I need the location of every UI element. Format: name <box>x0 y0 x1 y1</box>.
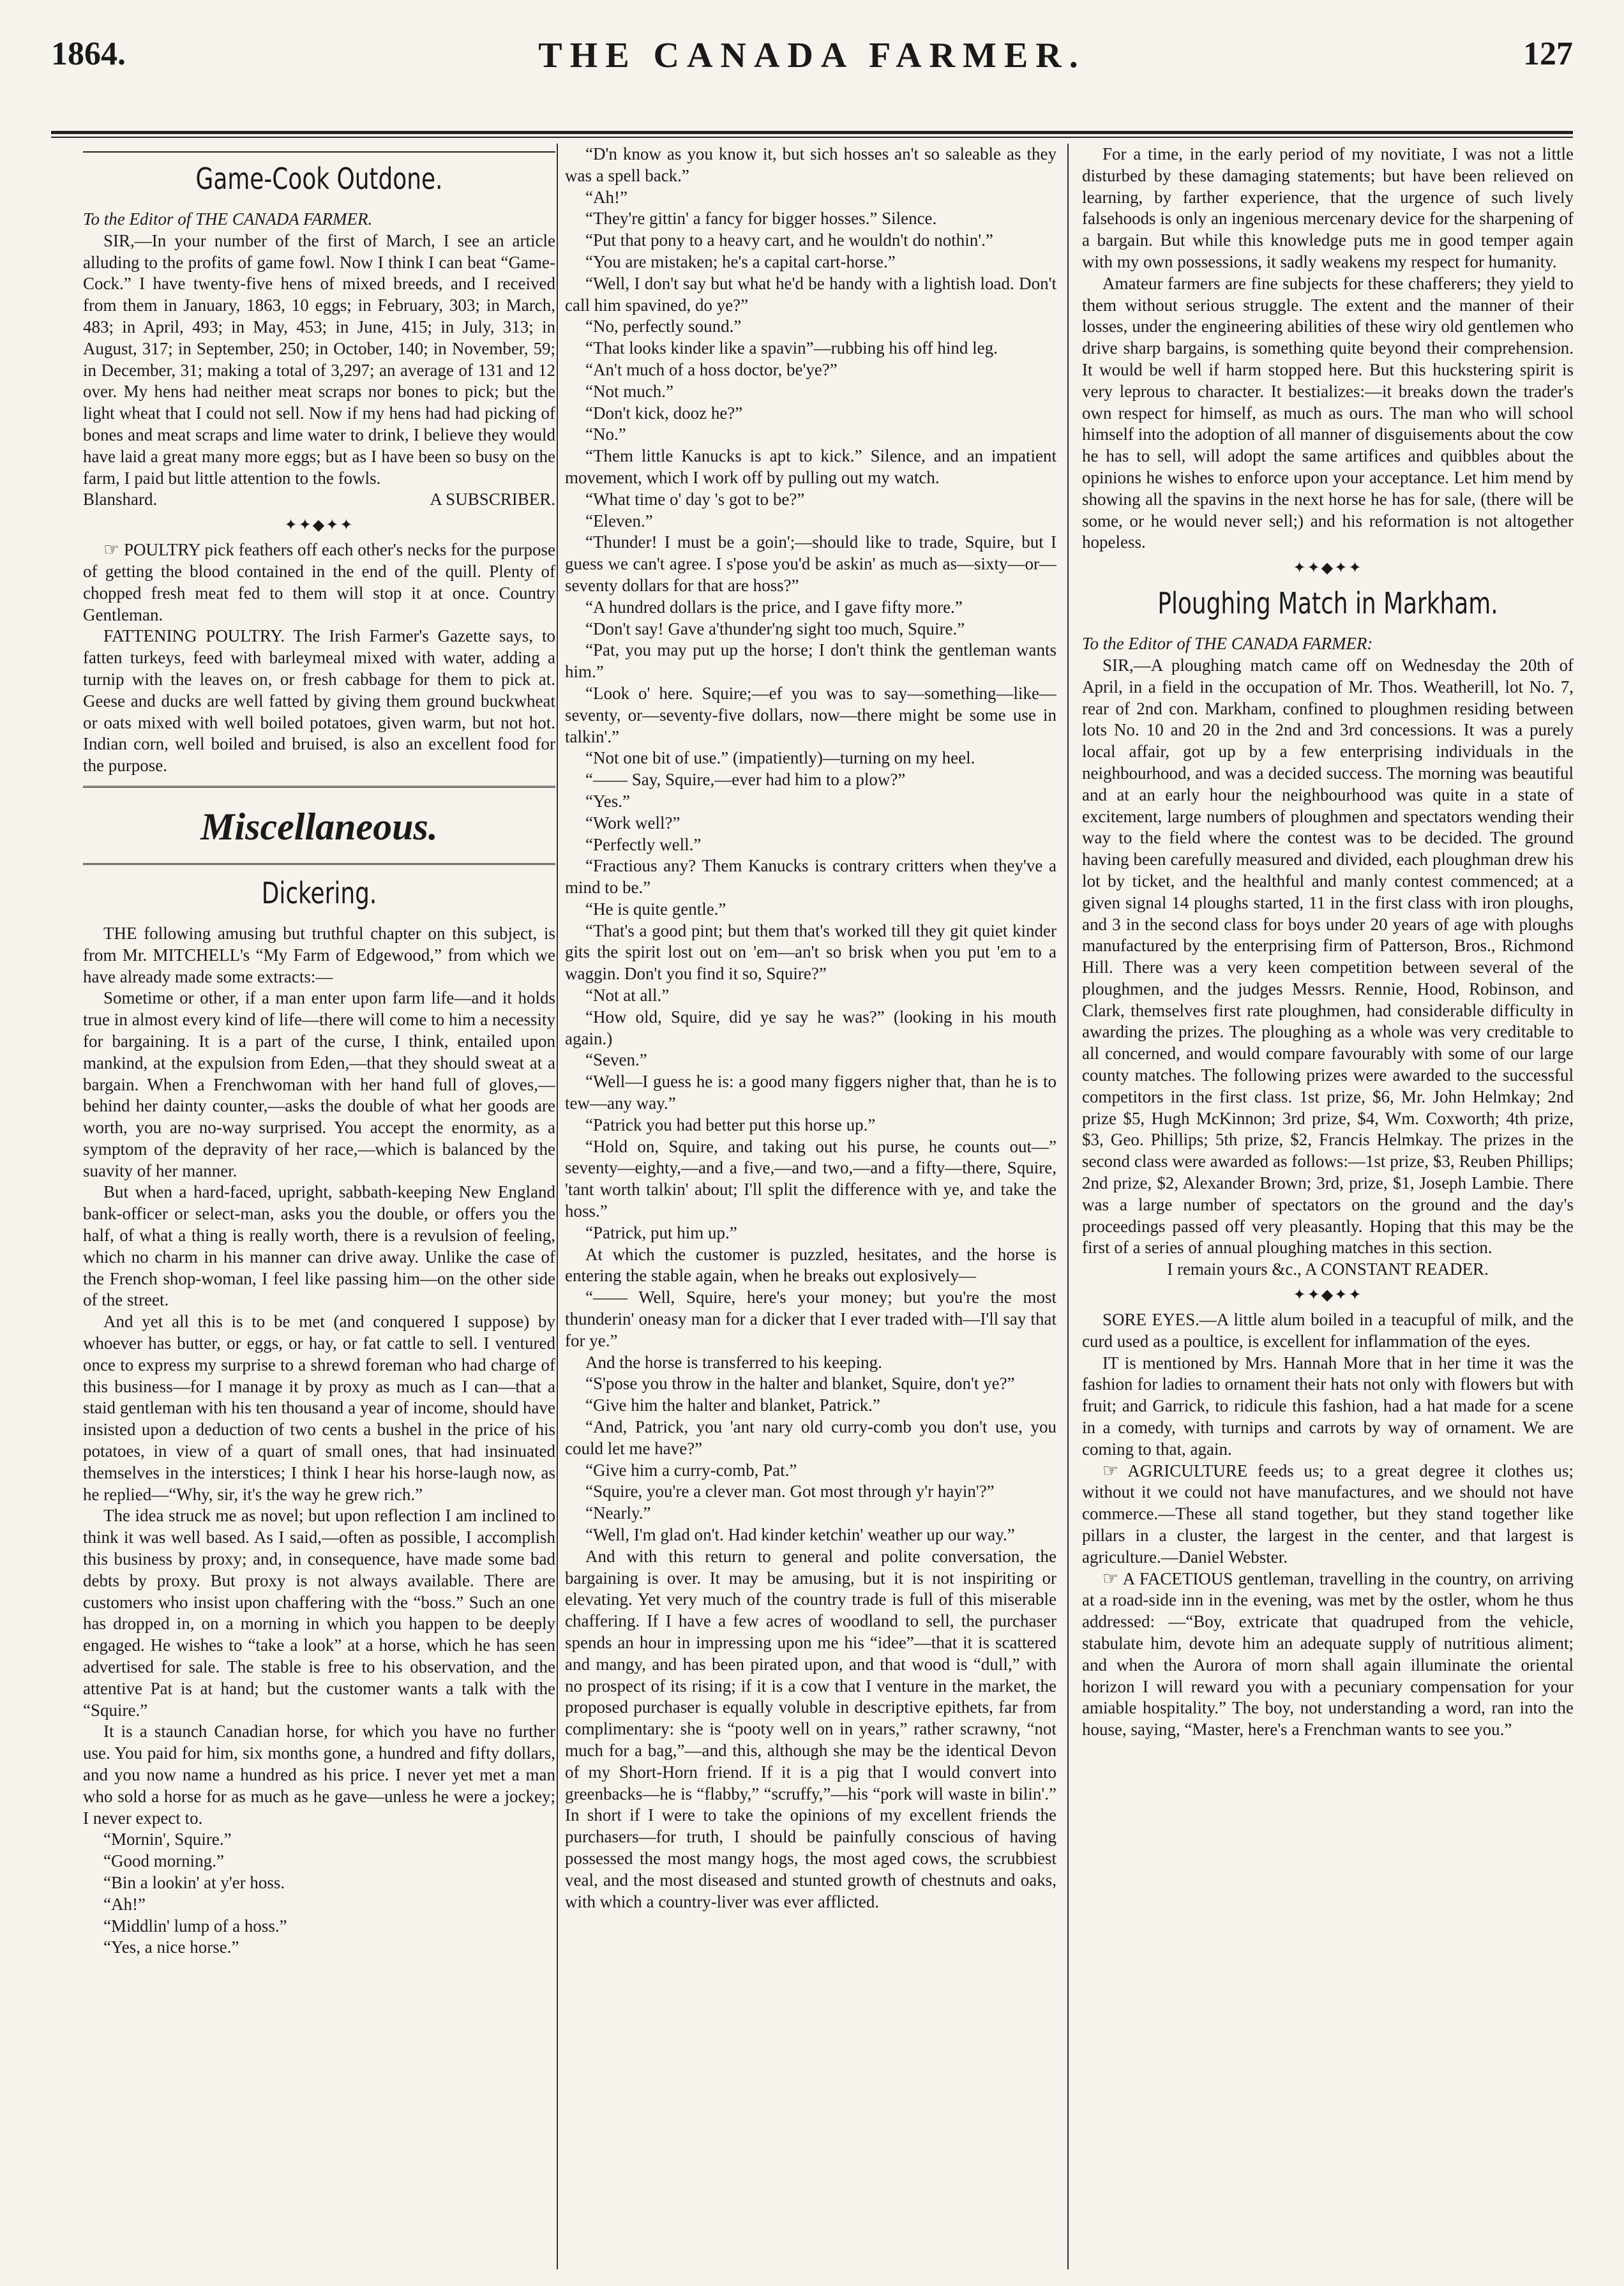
dialogue-line: “Well, I don't say but what he'd be handy with a lightish load. Don't call him spavined, do ye?” <box>565 273 1056 315</box>
dialogue-line: “An't much of a hoss doctor, be'ye?” <box>585 359 838 379</box>
dialogue-line: “Hold on, Squire, and taking out his purse, he counts out—” seventy—eighty,—and a five,—and two,—and a fifty—there, Squire, 'tant worth talkin' about; I'll split the difference with ye, and take the hoss.” <box>565 1136 1056 1221</box>
dialogue-line: “Fractious any? Them Kanucks is contrary critters when they've a mind to be.” <box>565 856 1056 898</box>
dickering-paragraph: And yet all this is to be met (and conquered I suppose) by whoever has butter, or eggs, or hay, or fat cattle to sell. I ventured once to express my surprise to a shrewd foreman who had charge of this business—for I manage it by proxy as much as I can—that a staid gentleman with his ten thousand a year of income, should have insisted upon a deduction of two cents a bushel in the price of his potatoes, in view of a quart of small ones, that had insinuated themselves in the interstices; I think I hear his horse-laugh now, as he replied—“Why, sir, it's the way he grew rich.” <box>83 1312 555 1504</box>
header-rule-thin <box>51 137 1573 138</box>
ornament-separator: ✦✦◆✦✦ <box>1293 560 1363 577</box>
poultry-note <box>83 539 555 626</box>
page-header <box>51 35 1573 99</box>
column-divider-2 <box>1067 144 1069 2269</box>
game-cock-place: Blanshard. <box>83 490 158 509</box>
dialogue-line: “Give him the halter and blanket, Patrick.” <box>585 1395 880 1415</box>
dialogue-line: “How old, Squire, did ye say he was?” (looking in his mouth again.) <box>565 1007 1056 1048</box>
game-cock-signature: A SUBSCRIBER. <box>430 490 555 509</box>
dialogue-line: “Not one bit of use.” (impatiently)—turning on my heel. <box>585 748 975 768</box>
dialogue-line: “Mornin', Squire.” <box>103 1830 232 1849</box>
dialogue-line: “Good morning.” <box>103 1851 224 1871</box>
dialogue-line: “Bin a lookin' at y'er hoss. <box>103 1872 285 1892</box>
dialogue-line: “Don't say! Gave a'thunder'ng sight too much, Squire.” <box>585 619 965 638</box>
dialogue-line: “Well, I'm glad on't. Had kinder ketchin' weather up our way.” <box>585 1525 1015 1544</box>
dickering-paragraph: It is a staunch Canadian horse, for which you have no further use. You paid for him, six months gone, a hundred and fifty dollars, and you now name a hundred as his price. I never yet met a man who sold a horse for as much as he gave—unless he were a jockey; I never expect to. <box>83 1722 555 1828</box>
dialogue-line: And the horse is transferred to his keeping. <box>585 1352 882 1372</box>
dialogue-line: “Yes.” <box>585 791 631 811</box>
column-top-rule <box>83 151 555 153</box>
miscellaneous-heading: Miscellaneous. <box>200 805 438 848</box>
dialogue-line: “—— Say, Squire,—ever had him to a plow?” <box>585 770 906 790</box>
poultry-text: POULTRY pick feathers off each other's necks for the purpose of getting the blood contained in the end of the quill. Plenty of chopped fresh meat fed to them will stop it at once. Country Gentleman. <box>83 540 555 624</box>
ploughing-match-title: Ploughing Match in Markham. <box>1157 586 1498 621</box>
dickering-paragraph: The idea struck me as novel; but upon reflection I am inclined to think it was well based. As I said,—often as possible, I accomplish this business by proxy; and, in consequence, have made some bad debts by proxy. But proxy is not always available. There are customers who insist upon chaffering with the “boss.” Such an one has dropped in, on a morning in which you happen to be deeply engaged. He wishes to “take a look” at a horse, which he has seen advertised for sale. The stable is free to his observation, and the attentive Pat is at hand; but the customer wants a talk with the “Squire.” <box>83 1506 555 1720</box>
column-2 <box>565 144 1056 2269</box>
dialogue-line: “Work well?” <box>585 813 680 832</box>
dialogue-line: “Put that pony to a heavy cart, and he wouldn't do nothin'.” <box>585 230 993 250</box>
column-3 <box>1082 144 1574 2269</box>
masthead-title: THE CANADA FARMER. <box>538 36 1086 75</box>
game-cock-body: SIR,—In your number of the first of March, I see an article alluding to the profits of game fowl. Now I think I can beat “Game-Cock.” I have twenty-five hens of mixed breeds, and I received from them in January, 1863, 10 eggs; in February, 303; in March, 483; in April, 493; in May, 453; in June, 415; in July, 313; in August, 317; in September, 250; in October, 140; in November, 59; in December, 31; making a total of 3,297; an average of 131 and 12 over. My hens had neither meat scraps nor bones to pick; but the light wheat that I could not sell. Now if my hens had had picking of bones and meat scraps and lime water to drink, I believe they would have laid a great many more eggs; but as I have been so busy on the farm, I paid but little attention to the fowls. <box>83 230 555 488</box>
ornament-separator: ✦✦◆✦✦ <box>1293 1287 1363 1304</box>
dialogue-line: “Eleven.” <box>585 511 653 530</box>
dickering-title: Dickering. <box>261 875 377 910</box>
pointing-hand-icon: ☞ <box>103 540 120 560</box>
dialogue-line: “Thunder! I must be a goin';—should like to trade, Squire, but I guess we can't agree. I s'pose you'd be askin' as much as—sixty—or—seventy dollars for that are hoss?” <box>565 532 1056 595</box>
section-rule <box>83 786 555 790</box>
column-divider-1 <box>557 144 558 2269</box>
ornament-separator: ✦✦◆✦✦ <box>284 517 354 534</box>
dialogue-line: “Them little Kanucks is apt to kick.” Silence, and an impatient movement, which I work off by pulling out my watch. <box>565 446 1056 487</box>
dialogue-line: “Give him a curry-comb, Pat.” <box>585 1460 797 1480</box>
column-1 <box>83 144 555 2269</box>
dialogue-line: “Well—I guess he is: a good many figgers nigher that, than he is to tew—any way.” <box>565 1072 1056 1113</box>
dialogue-line: “No.” <box>585 425 626 444</box>
sore-eyes-note: SORE EYES.—A little alum boiled in a teacupful of milk, and the curd used as a poultice, is excellent for inflammation of the eyes. <box>1082 1310 1574 1351</box>
dialogue-line: “What time o' day 's got to be?” <box>585 489 805 509</box>
fattening-poultry-note: FATTENING POULTRY. The Irish Farmer's Gazette says, to fatten turkeys, feed with barleymeal mixed with water, adding a turnip with the leaves on, or fresh cabbage for them to pick at. Geese and ducks are well fatted by giving them ground buckwheat or oats mixed with well boiled potatoes, given warm, but not hot. Indian corn, well boiled and bruised, is also an excellent food for the purpose. <box>83 626 555 776</box>
dialogue-line: “He is quite gentle.” <box>585 899 726 919</box>
pointing-hand-icon: ☞ <box>1102 1568 1119 1589</box>
dialogue-line: “S'pose you throw in the halter and blanket, Squire, don't ye?” <box>585 1374 1015 1394</box>
ploughing-body: SIR,—A ploughing match came off on Wednesday the 20th of April, in a field in the occupation of Mr. Thos. Weatherill, lot No. 7, rear of 2nd con. Markham, confined to ploughmen residing between lots No. 10 and 20 in the 2nd and 3rd concessions. It was a purely local affair, got up by a few enterprising individuals in the neighbourhood, and was a decided success. The morning was beautiful and at an early hour the neighbourhood was quite in a state of excitement, large numbers of ploughmen and spectators wending their way to the field where the contest was to be decided. The ground having been carefully measured and divided, each ploughman drew his lot by ticket, and the healthful and manly contest commenced; at a given signal 14 ploughs started, 11 in the first class with iron ploughs, and 3 in the second class for boys under 20 years of age with ploughs manufactured by the enterprising firm of Patterson, Bros., Richmond Hill. There was a very keen competition between several of the ploughmen, and the judges Messrs. Rennie, Hood, Robinson, and Clark, themselves first rate ploughmen, had considerable difficulty in awarding the prizes. The ploughing as a whole was very creditable to all concerned, and would compare favourably with some of our large county matches. The following prizes were awarded to the successful competitors in the first class. 1st prize, $6, Mr. John Helmkay; 2nd prize $5, Hugh McKinnon; 3rd prize, $4, Wm. Coxworth; 4th prize, $3, Geo. Phillips; 5th prize, $2, Francis Helmkay. The prizes in the second class were awarded as follows:—1st prize, $3, Reuben Phillips; 2nd prize, $2, Alexander Brown; 3rd, prize, $1, Joseph Lambie. There was a large number of spectators on the ground and the day's proceedings passed off very pleasantly. Hoping that this may be the first of a series of annual ploughing matches in this section. <box>1082 655 1574 1258</box>
dialogue-line: “Look o' here. Squire;—ef you was to say—something—like—seventy, or—seventy-five dollars, now—there might be some use in talkin'.” <box>565 683 1056 746</box>
game-cock-signoff <box>83 489 555 511</box>
dialogue-line: “Ah!” <box>585 187 628 207</box>
page-year: 1864. <box>51 36 126 72</box>
page-number: 127 <box>1523 36 1573 72</box>
dialogue-line: “Middlin' lump of a hoss.” <box>103 1916 287 1936</box>
dialogue-line: “Patrick you had better put this horse up.” <box>585 1115 876 1134</box>
dialogue-line: “Don't kick, dooz he?” <box>585 403 743 423</box>
facetious-note <box>1082 1568 1574 1741</box>
dialogue-line: At which the customer is puzzled, hesitates, and the horse is entering the stable again, when he breaks out explosively— <box>565 1244 1056 1286</box>
dickering-paragraph: But when a hard-faced, upright, sabbath-keeping New England bank-officer or select-man, asks you the double, or offers you the half, of what a thing is really worth, there is a revulsion of feeling, which no charm in his manner can drive away. Unlike the case of the French shop-woman, I feel like passing him—on the other side of the street. <box>83 1182 555 1310</box>
dialogue-line: “Patrick, put him up.” <box>585 1222 737 1242</box>
facetious-text: A FACETIOUS gentleman, travelling in the country, on arriving at a road-side inn in the evening, was met by the ostler, whom he thus addressed: —“Boy, extricate that quadruped from the vehicle, stabulate him, devote him an adequate supply of nutritious aliment; and when the Aurora of morn shall again illuminate the oriental horizon I will reward you with a pecuniary compensation for your amiable hospitality.” The boy, not understanding a word, ran into the house, saying, “Master, here's a Frenchman wants to see you.” <box>1082 1568 1574 1740</box>
dickering-intro: THE following amusing but truthful chapter on this subject, is from Mr. MITCHELL's “My Farm of Edgewood,” from which we have already made some extracts:— <box>83 923 555 986</box>
dialogue-line: “Ah!” <box>103 1894 146 1914</box>
dialogue-line: “Not much.” <box>585 381 673 401</box>
dialogue-line: And with this return to general and polite conversation, the bargaining is over. It may be amusing, but it is not inspiriting or elevating. Yet very much of the country trade is full of this miserable chaffering. If I have a few acres of woodland to sell, the purchaser spends an hour in impressing upon me his “idee”—that it is scattered and mangy, and has been pirated upon, and that wood is “dull,” with no prospect of its rising; if it is a cow that I venture in the market, the proposed purchaser is equally voluble in descriptive epithets, far from complimentary: she is “pooty well on in years,” rather scrawny, “not much for a bag,”—and this, although she may be the identical Devon of my Short-Horn friend. If it is a pig that I would convert into greenbacks—he is “flabby,” “scruffy,”—his “pork will waste in bilin'.” In short if I were to take the opinions of my excellent friends the purchasers—for truth, I should be painfully conscious of having possessed the most mangy hogs, the most aged cows, the scrubbiest veal, and the most diseased and stunted growth of chestnuts and oaks, with which a country-liver was ever afflicted. <box>565 1546 1056 1911</box>
dickering-continued <box>565 144 1056 1913</box>
dialogue-line: “D'n know as you know it, but sich hosses an't so saleable as they was a spell back.” <box>565 144 1056 185</box>
dialogue-line: “That's a good pint; but them that's worked till they git quiet kinder gits the spirit lost out on 'em—an't so brisk when you put 'em to a waggin. Don't you find it so, Squire?” <box>565 921 1056 984</box>
game-cock-title: Game-Cook Outdone. <box>195 162 443 196</box>
game-cock-salutation: To the Editor of THE CANADA FARMER. <box>83 209 373 229</box>
section-rule <box>83 863 555 867</box>
dialogue-line: “That looks kinder like a spavin”—rubbing his off hind leg. <box>585 338 998 358</box>
dialogue-line: “No, perfectly sound.” <box>585 317 742 336</box>
dialogue-line: “Pat, you may put up the horse; I don't think the gentleman wants him.” <box>565 640 1056 682</box>
ploughing-signature: I remain yours &c., A CONSTANT READER. <box>1167 1260 1489 1279</box>
dialogue-line: “Yes, a nice horse.” <box>103 1937 239 1957</box>
hannah-more-note: IT is mentioned by Mrs. Hannah More that in her time it was the fashion for ladies to ornament their hats not only with flowers but with fruit; and Garrick, to ridicule this fashion, had a hat made for a scene in a comedy, with turnips and carrots by way of ornament. We are coming to that, again. <box>1082 1353 1574 1459</box>
pointing-hand-icon: ☞ <box>1102 1461 1119 1481</box>
header-rule-thick <box>51 131 1573 134</box>
dialogue-line: “And, Patrick, you 'ant nary old curry-comb you don't use, you could let me have?” <box>565 1417 1056 1458</box>
dialogue-line: “—— Well, Squire, here's your money; but you're the most thunderin' oneasy man for a dicker that I ever traded with—I'll say that for ye.” <box>565 1288 1056 1350</box>
ploughing-salutation: To the Editor of THE CANADA FARMER: <box>1082 634 1373 654</box>
dialogue-line: “Squire, you're a clever man. Got most through y'r hayin'?” <box>585 1482 995 1501</box>
dialogue-line: “Perfectly well.” <box>585 834 702 854</box>
dickering-conclusion: Amateur farmers are fine subjects for these chafferers; they yield to them without serious struggle. The extent and the manner of their losses, under the engineering abilities of these wiry old gentlemen who drive sharp bargains, is something quite beyond their comprehension. It would be well if harm stopped here. But this huckstering spirit is very leprous to character. It bestializes:—it breaks down the trader's own respect for himself, as much as ours. The man who will school himself into the adoption of all manner of disguisements about the cow he has to sell, will adopt the same artifices and quibbles about the opinions he wishes to enforce upon your acceptance. Let him mend by showing all the spavins in the next horse he has for sale, (there will be some, or he would never sell;) and his reformation is not altogether hopeless. <box>1082 273 1574 552</box>
dialogue-line: “A hundred dollars is the price, and I gave fifty more.” <box>585 597 963 617</box>
dialogue-line: “Not at all.” <box>585 986 670 1005</box>
agriculture-note <box>1082 1461 1574 1568</box>
dickering-conclusion: For a time, in the early period of my novitiate, I was not a little disturbed by these damaging statements; but have been relieved on learning, by farther experience, that the urgence of such lively falsehoods is only an ingenious mercenary device for the sharpening of a bargain. But while this knowledge puts me in good temper again with my own possessions, it sadly weakens my respect for humanity. <box>1082 144 1574 271</box>
dialogue-line: “They're gittin' a fancy for bigger hosses.” Silence. <box>585 209 937 229</box>
dialogue-line: “Seven.” <box>585 1050 647 1070</box>
dialogue-line: “Nearly.” <box>585 1503 651 1523</box>
dickering-paragraph: Sometime or other, if a man enter upon farm life—and it holds true in almost every kind of life—there will come to him a necessity for bargaining. It is a part of the curse, I think, entailed upon mankind, at the expulsion from Eden,—that they should sweat at a bargain. When a Frenchwoman with her hand full of gloves,—behind her dainty counter,—asks the double of what her goods are worth, you are no-way surprised. You accept the enormity, as a symptom of the depravity of her race,—which is balanced by the suavity of her manner. <box>83 988 555 1180</box>
dialogue-line: “You are mistaken; he's a capital cart-horse.” <box>585 252 896 271</box>
agriculture-text: AGRICULTURE feeds us; to a great degree it clothes us; without it we could not have manufactures, and we should not have commerce.—These all stand together, but they stand together like pillars in a cluster, the largest in the center, and that largest is agriculture.—Daniel Webster. <box>1082 1461 1574 1567</box>
